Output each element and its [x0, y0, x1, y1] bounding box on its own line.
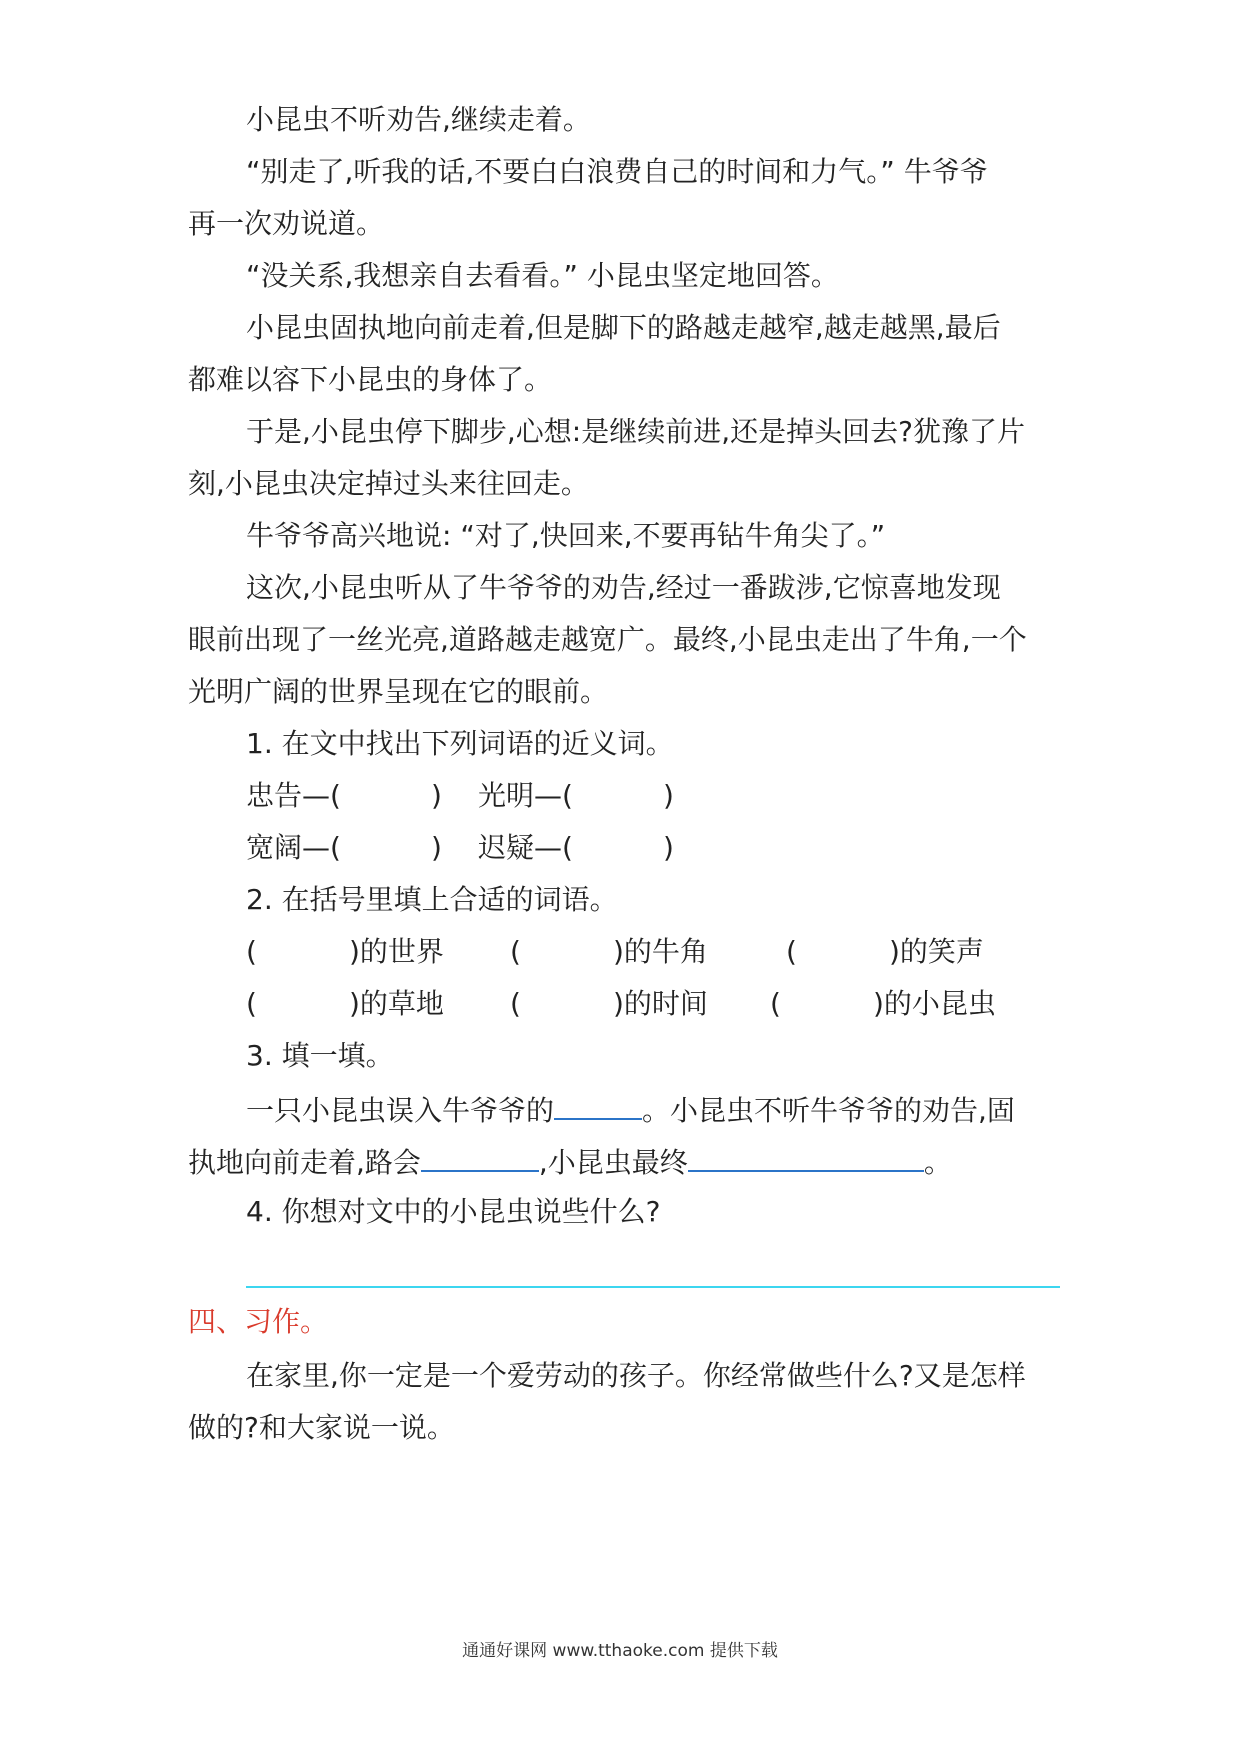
question-4-title: 4. 你想对文中的小昆虫说些什么?	[246, 1195, 661, 1228]
q4-answer-line[interactable]	[246, 1286, 1060, 1288]
q2-item-4	[246, 984, 444, 1024]
open-paren: (	[510, 987, 521, 1020]
section-4-prompt-line-2: 做的?和大家说一说。	[188, 1411, 455, 1444]
q1-item-2-open: 光明—(	[478, 779, 573, 812]
q1-item-4-close: )	[662, 831, 674, 864]
story-paragraph-4-line-1: 小昆虫固执地向前走着,但是脚下的路越走越窄,越走越黑,最后	[246, 311, 1001, 344]
open-paren: (	[510, 935, 521, 968]
open-paren: (	[246, 987, 257, 1020]
q2-item-2	[510, 932, 708, 972]
story-paragraph-7-line-2: 眼前出现了一丝光亮,道路越走越宽广。最终,小昆虫走出了牛角,一个	[188, 623, 1027, 656]
close-paren: )	[612, 987, 624, 1020]
q3-text: 。小昆虫不听牛爷爷的劝告,固	[642, 1094, 1015, 1127]
story-paragraph-5-line-1: 于是,小昆虫停下脚步,心想:是继续前进,还是掉头回去?犹豫了片	[246, 415, 1025, 448]
story-paragraph-4-line-2: 都难以容下小昆虫的身体了。	[188, 363, 553, 396]
q3-text: 执地向前走着,路会	[188, 1146, 421, 1179]
question-3-title: 3. 填一填。	[246, 1039, 394, 1072]
story-paragraph-1: 小昆虫不听劝告,继续走着。	[246, 103, 591, 136]
q3-blank-3[interactable]	[688, 1140, 924, 1172]
q3-blank-2[interactable]	[421, 1140, 539, 1172]
q3-line-1	[246, 1088, 1015, 1131]
q1-item-1-open: 忠告—(	[246, 779, 341, 812]
open-paren: (	[770, 987, 781, 1020]
story-paragraph-2-line-2: 再一次劝说道。	[188, 207, 385, 240]
close-paren: )	[348, 987, 360, 1020]
q2-item-text: 的世界	[359, 935, 444, 968]
section-4-prompt-line-1: 在家里,你一定是一个爱劳动的孩子。你经常做些什么?又是怎样	[246, 1359, 1026, 1392]
close-paren: )	[872, 987, 884, 1020]
q3-line-2	[188, 1140, 952, 1183]
q1-item-4-open: 迟疑—(	[478, 831, 573, 864]
q2-item-text: 的小昆虫	[883, 987, 996, 1020]
open-paren: (	[786, 935, 797, 968]
question-2-title: 2. 在括号里填上合适的词语。	[246, 883, 618, 916]
q1-item-2-close: )	[662, 779, 674, 812]
story-paragraph-7-line-3: 光明广阔的世界呈现在它的眼前。	[188, 675, 609, 708]
q3-text: 。	[923, 1146, 952, 1179]
q2-item-5	[510, 984, 708, 1024]
story-paragraph-3: “没关系,我想亲自去看看。” 小昆虫坚定地回答。	[246, 259, 839, 292]
story-paragraph-6: 牛爷爷高兴地说: “对了,快回来,不要再钻牛角尖了。”	[246, 519, 886, 552]
q3-text: ,小昆虫最终	[538, 1146, 688, 1179]
q2-item-text: 的时间	[623, 987, 708, 1020]
q1-item-3-open: 宽阔—(	[246, 831, 341, 864]
q1-row-2-right	[478, 828, 674, 868]
q3-text: 一只小昆虫误入牛爷爷的	[246, 1094, 555, 1127]
close-paren: )	[348, 935, 360, 968]
close-paren: )	[888, 935, 900, 968]
page-footer: 通通好课网 www.tthaoke.com 提供下载	[462, 1641, 778, 1661]
close-paren: )	[612, 935, 624, 968]
q1-row-1-right	[478, 776, 674, 816]
q1-item-3-close: )	[430, 831, 442, 864]
q2-item-text: 的草地	[359, 987, 444, 1020]
q2-item-1	[246, 932, 444, 972]
story-paragraph-5-line-2: 刻,小昆虫决定掉过头来往回走。	[188, 467, 589, 500]
story-paragraph-7-line-1: 这次,小昆虫听从了牛爷爷的劝告,经过一番跋涉,它惊喜地发现	[246, 571, 1001, 604]
q2-item-3	[786, 932, 984, 972]
question-1-title: 1. 在文中找出下列词语的近义词。	[246, 727, 674, 760]
q2-item-text: 的牛角	[623, 935, 708, 968]
q1-item-1-close: )	[430, 779, 442, 812]
q2-item-text: 的笑声	[899, 935, 984, 968]
open-paren: (	[246, 935, 257, 968]
section-4-heading: 四、习作。	[188, 1305, 329, 1338]
q3-blank-1[interactable]	[554, 1088, 642, 1120]
q1-row-1	[246, 776, 442, 816]
story-paragraph-2-line-1: “别走了,听我的话,不要白白浪费自己的时间和力气。” 牛爷爷	[246, 155, 988, 188]
q1-row-2	[246, 828, 442, 868]
q2-item-6	[770, 984, 996, 1024]
